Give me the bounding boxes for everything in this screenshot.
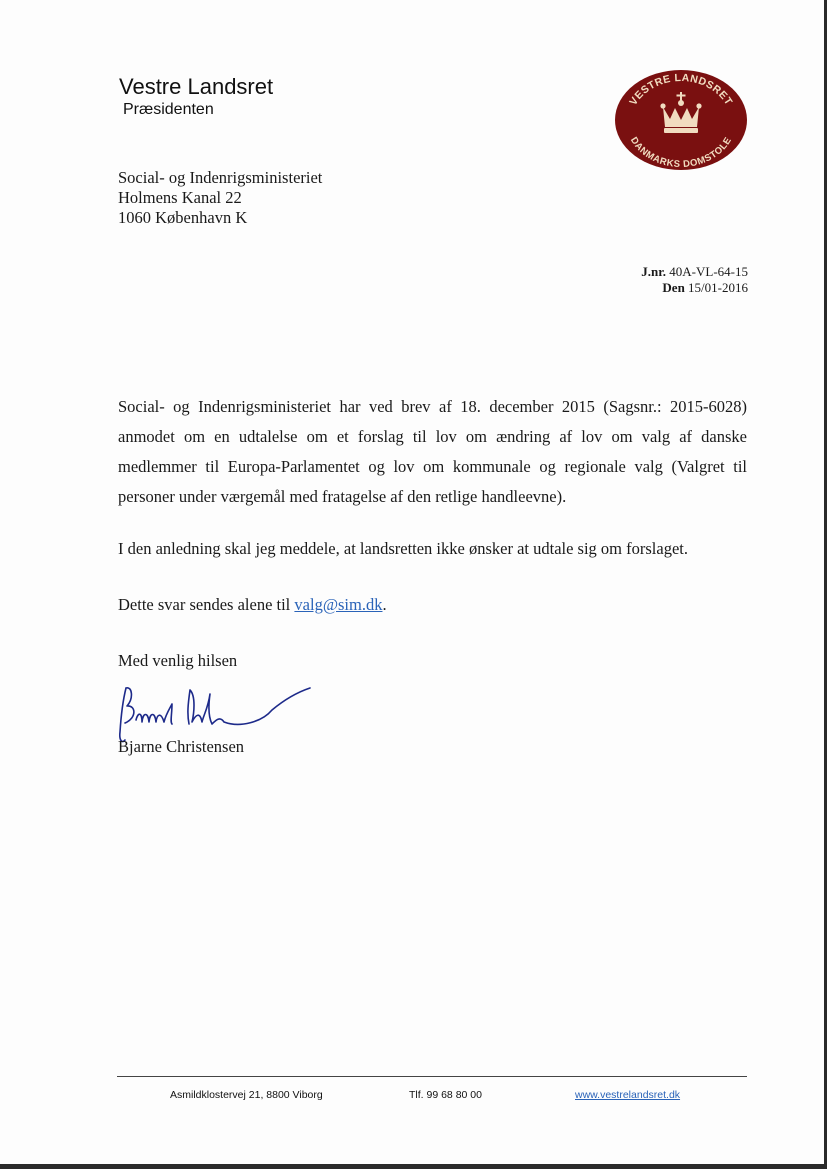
org-name: Vestre Landsret: [119, 74, 274, 99]
journal-number-line: [641, 264, 748, 280]
seal-bottom-text: DANMARKS DOMSTOLE: [627, 135, 735, 171]
closing-greeting: Med venlig hilsen: [118, 651, 238, 670]
recipient-address: [118, 168, 322, 228]
body-paragraph-recipient: [118, 594, 747, 616]
reference-block: [641, 264, 748, 296]
footer-divider: [117, 1076, 747, 1077]
body-paragraph-request: Social- og Indenrigsministeriet har ved brev af 18. december 2015 (Sagsnr.: 2015-6028) anmodet om en udtalelse om et forslag til lov om ændring af lov om valg af danske medlemmer til Europa-Parlamentet og lov om kommunale og regionale valg (Valgret til personer under værgemål med fratagelse af den retlige handleevne).: [118, 397, 747, 506]
court-seal: [614, 69, 748, 171]
recipient-name: Social- og Indenrigsministeriet: [118, 168, 323, 187]
email-suffix: .: [382, 595, 387, 614]
date-value: 15/01-2016: [688, 280, 748, 295]
footer-phone: Tlf. 99 68 80 00: [409, 1089, 482, 1101]
org-subtitle: Præsidenten: [123, 101, 214, 118]
footer-website-link[interactable]: www.vestrelandsret.dk: [575, 1089, 681, 1101]
journal-number-value: 40A-VL-64-15: [669, 264, 748, 279]
seal-top-text: VESTRE LANDSRET: [627, 71, 735, 108]
recipient-city: 1060 København K: [118, 208, 248, 227]
recipient-street: Holmens Kanal 22: [118, 188, 242, 207]
signer-name: Bjarne Christensen: [118, 737, 245, 756]
footer-address: Asmildklostervej 21, 8800 Viborg: [170, 1089, 323, 1101]
email-link[interactable]: valg@sim.dk: [294, 595, 383, 614]
scan-edge-bottom: [0, 1164, 827, 1169]
journal-number-label: J.nr.: [641, 264, 667, 279]
date-label: Den: [662, 280, 685, 295]
body-paragraph-response: I den anledning skal jeg meddele, at landsretten ikke ønsker at udtale sig om forslaget.: [118, 539, 688, 558]
email-prefix: Dette svar sendes alene til: [118, 595, 295, 614]
date-line: [641, 280, 748, 296]
